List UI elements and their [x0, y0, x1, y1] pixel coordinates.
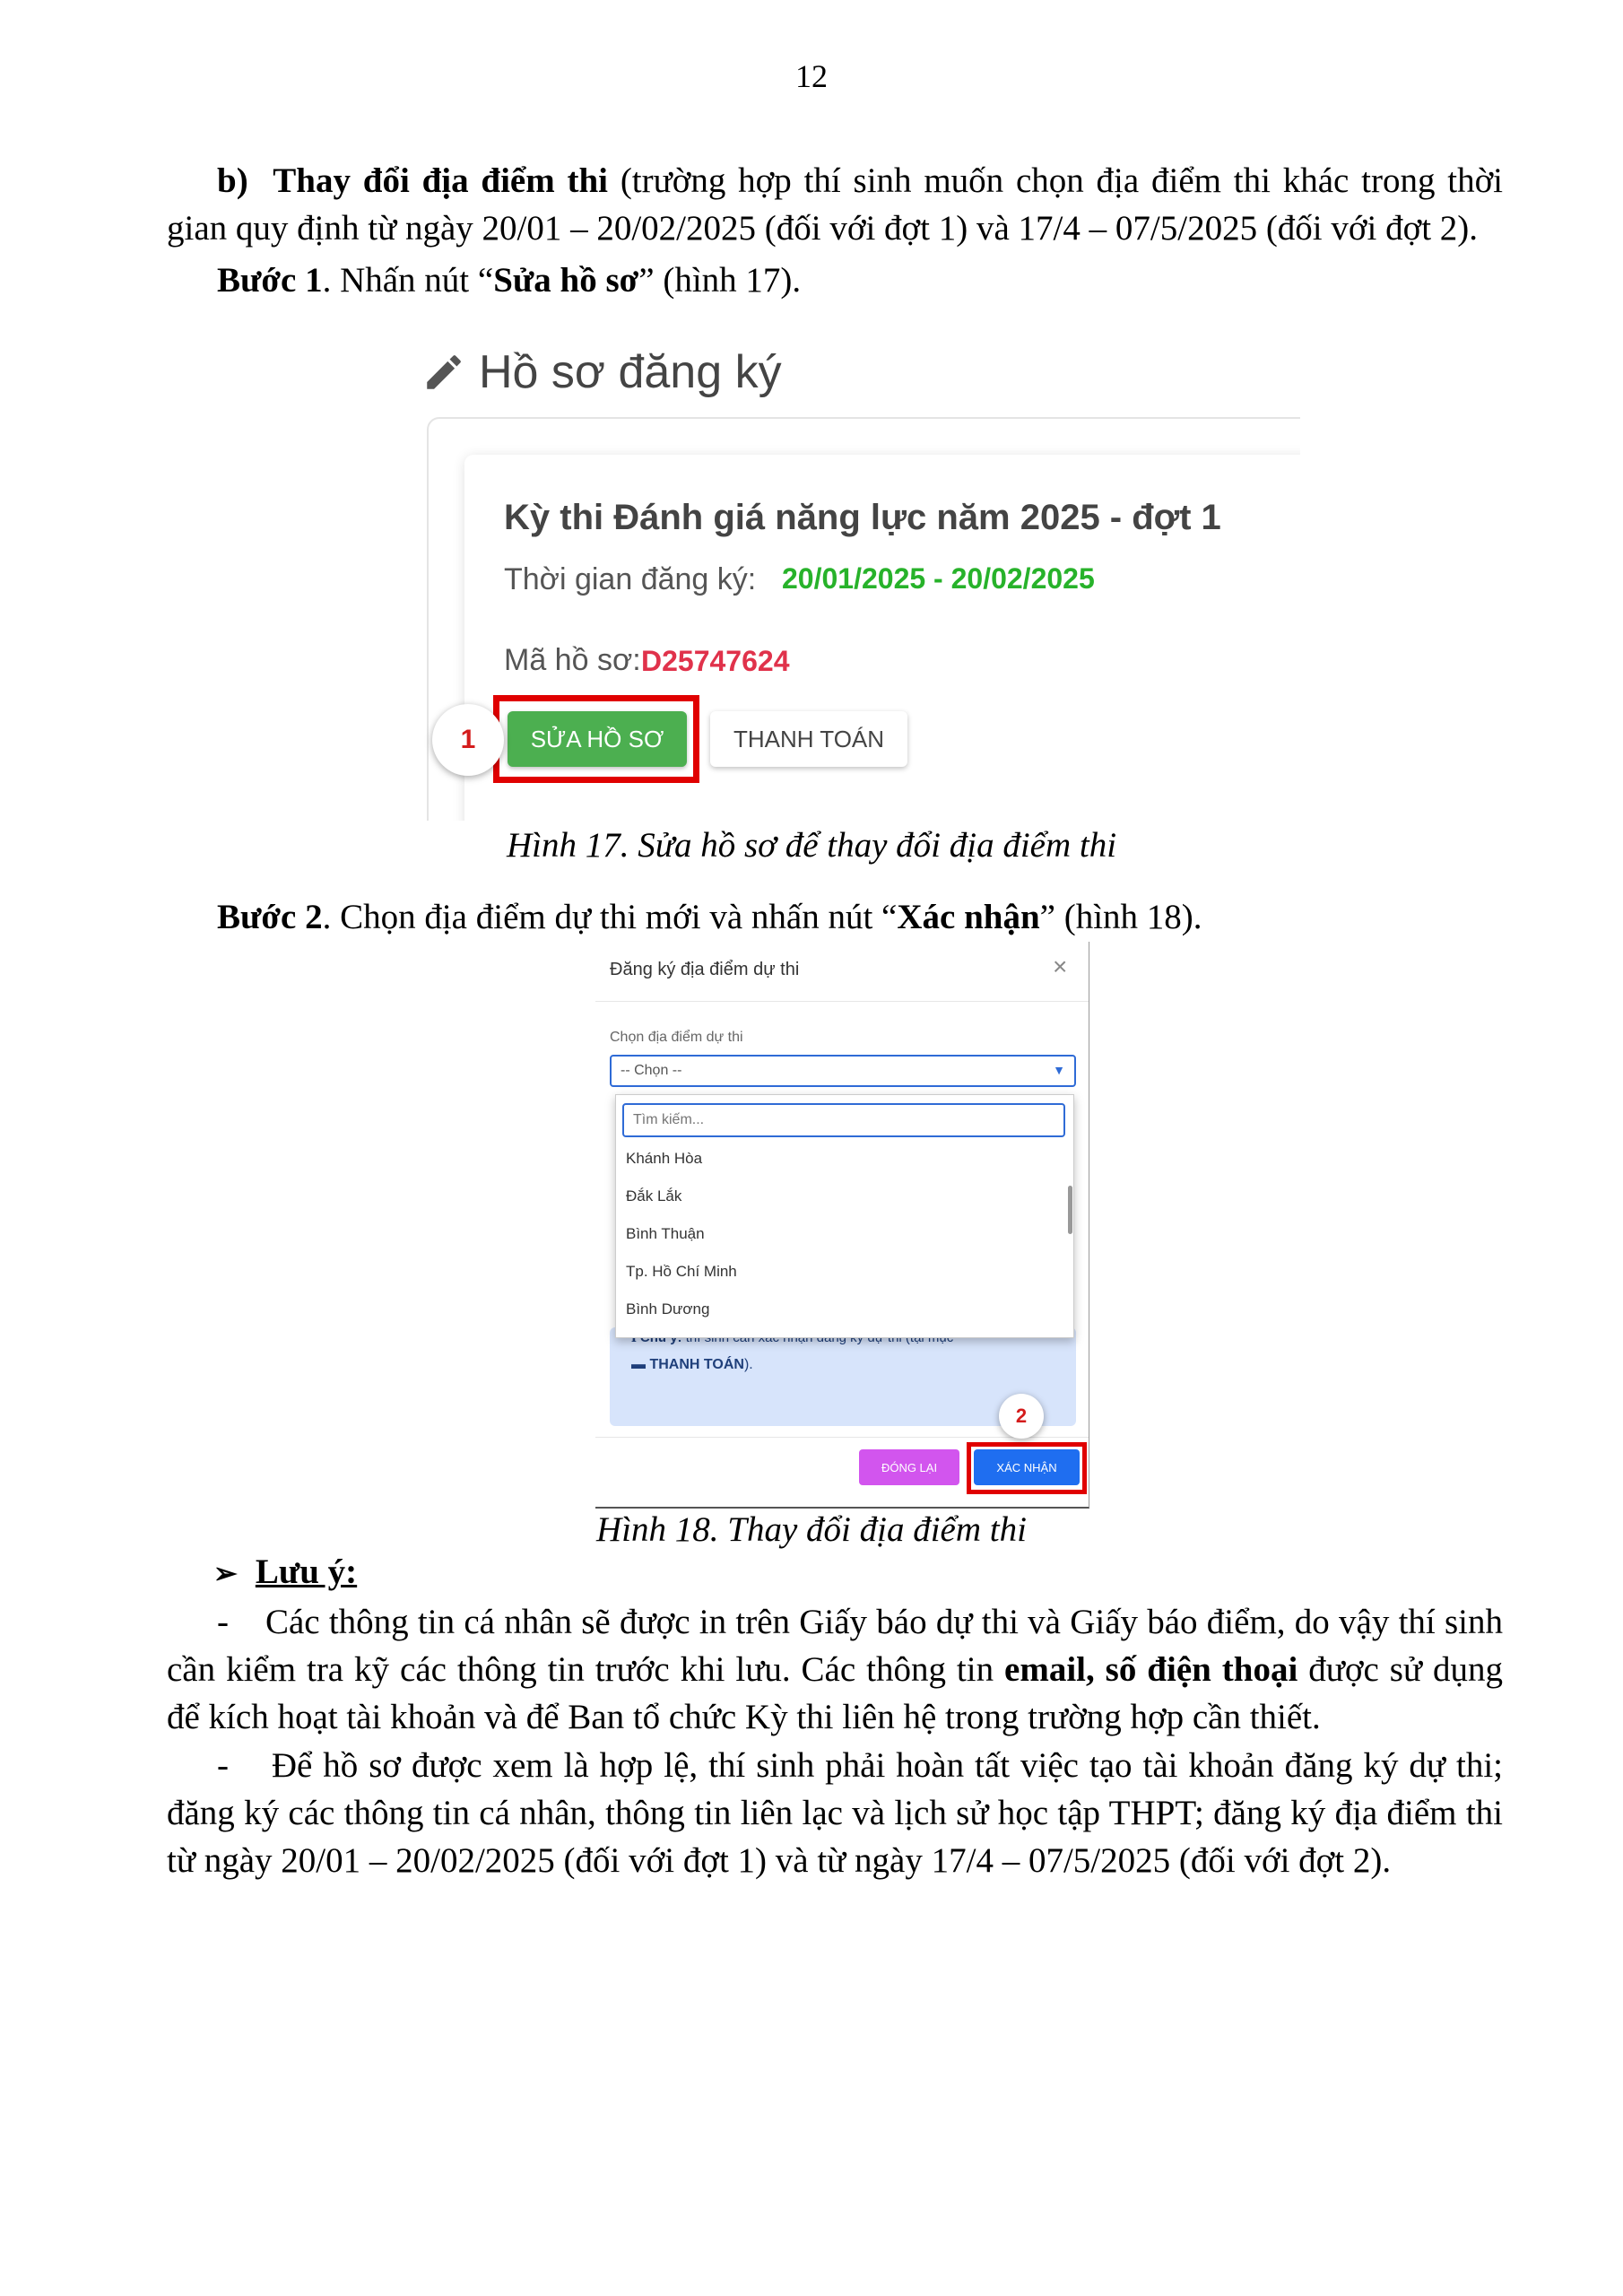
- note-item-2: [167, 1742, 1503, 1884]
- registration-time-label: Thời gian đăng ký:: [504, 562, 757, 596]
- page-number: 12: [795, 58, 828, 94]
- location-search-input[interactable]: [622, 1103, 1065, 1137]
- step1-label: Bước 1: [217, 261, 323, 300]
- note-item-1-text-before: Các thông tin cá nhân sẽ được in trên Giấy báo dự thi và Giấy báo điểm, do vậy thí sinh cần kiểm tra kỹ các thông tin trước khi lưu. Các thông tin: [167, 1603, 1503, 1689]
- location-select[interactable]: [610, 1055, 1076, 1087]
- step1-text-after: ” (hình 17).: [638, 261, 802, 300]
- figure-17-screenshot: [421, 309, 1300, 821]
- arrow-bullet-icon: ➢: [213, 1557, 238, 1589]
- note-item-1-text-after: được sử dụng để kích hoạt tài khoản và để Ban tổ chức Kỳ thi liên hệ trong trường hợp cần thiết.: [167, 1650, 1503, 1736]
- step2-text-before: . Chọn địa điểm dự thi mới và nhấn nút “: [322, 898, 898, 936]
- payment-button[interactable]: THANH TOÁN: [710, 711, 907, 767]
- note-item-2-text: Để hồ sơ được xem là hợp lệ, thí sinh phải hoàn tất việc tạo tài khoản đăng ký dự thi; đăng ký các thông tin cá nhân, thông tin liên lạc và lịch sử học tập THPT; đăng ký địa điểm thi từ ngày 20/01 – 20/02/2025 (đối với đợt 1) và từ ngày 17/4 – 07/5/2025 (đối với đợt 2).: [167, 1746, 1503, 1880]
- figure-18-caption: Hình 18. Thay đổi địa điểm thi: [596, 1510, 1027, 1549]
- profile-title: Hồ sơ đăng ký: [479, 346, 782, 398]
- card-icon: ▬: [631, 1357, 650, 1372]
- section-label: b): [217, 161, 248, 200]
- info-end: ).: [743, 1357, 753, 1372]
- dialog-confirm-button[interactable]: XÁC NHẬN: [974, 1449, 1080, 1485]
- step1-button-name: Sửa hồ sơ: [493, 261, 639, 300]
- profile-code-value: D25747624: [641, 645, 790, 677]
- location-select-label: Chọn địa điểm dự thi: [610, 1030, 743, 1045]
- edit-profile-button[interactable]: SỬA HỒ SƠ: [508, 711, 687, 767]
- note-heading: [213, 1552, 357, 1592]
- location-option[interactable]: Đắk Lắk: [626, 1187, 682, 1205]
- info-pay-label: THANH TOÁN: [649, 1357, 744, 1372]
- step2-text-after: ” (hình 18).: [1039, 898, 1202, 936]
- step-marker-2: 2: [999, 1394, 1044, 1439]
- profile-code-label: Mã hồ sơ:: [504, 643, 641, 677]
- location-option[interactable]: Tp. Hồ Chí Minh: [626, 1263, 737, 1280]
- location-option[interactable]: Bình Dương: [626, 1300, 710, 1318]
- section-heading-paragraph: [167, 157, 1503, 252]
- note-item-1-dash: -: [217, 1603, 229, 1641]
- highlight-box-2: [967, 1442, 1087, 1494]
- location-option[interactable]: Bình Thuận: [626, 1225, 705, 1242]
- step2-button-name: Xác nhận: [897, 898, 1040, 936]
- step1-text-before: . Nhấn nút “: [322, 261, 494, 300]
- location-select-value: -- Chọn --: [621, 1063, 682, 1078]
- note-item-1-bold: email, số điện thoại: [1004, 1650, 1298, 1689]
- profile-header: [421, 345, 782, 399]
- location-option[interactable]: Khánh Hòa: [626, 1150, 703, 1167]
- info-notice-payment: [631, 1357, 753, 1373]
- step1-paragraph: [167, 257, 1503, 304]
- pencil-icon: [421, 350, 466, 395]
- dropdown-scrollbar[interactable]: [1068, 1186, 1072, 1234]
- note-title: Lưu ý:: [255, 1552, 358, 1591]
- figure-18-dialog: [595, 942, 1089, 1509]
- note-item-1: [167, 1598, 1503, 1741]
- highlight-box-1: [493, 695, 699, 783]
- dialog-title: Đăng ký địa điểm dự thi: [610, 960, 800, 979]
- dropdown-arrow-icon: ▼: [1053, 1063, 1065, 1077]
- step2-label: Bước 2: [217, 898, 323, 936]
- note-item-2-dash: -: [217, 1746, 229, 1785]
- step2-paragraph: [167, 893, 1503, 941]
- figure-17-caption: Hình 17. Sửa hồ sơ để thay đổi địa điểm thi: [506, 826, 1117, 865]
- section-title: Thay đổi địa điểm thi: [273, 161, 609, 200]
- step-marker-1: 1: [432, 704, 504, 776]
- dialog-divider: [595, 1001, 1089, 1002]
- section-description: (trường hợp thí sinh muốn chọn địa điểm thi khác trong thời gian quy định từ ngày 20/01 – 20/02/2025 (đối với đợt 1) và 17/4 – 07/5/2025 (đối với đợt 2).: [167, 161, 1504, 248]
- dialog-cancel-button[interactable]: ĐÓNG LẠI: [859, 1449, 959, 1485]
- close-icon[interactable]: ×: [1053, 952, 1068, 980]
- exam-name: Kỳ thi Đánh giá năng lực năm 2025 - đợt 1: [504, 498, 1221, 537]
- registration-time-value: 20/01/2025 - 20/02/2025: [782, 562, 1095, 595]
